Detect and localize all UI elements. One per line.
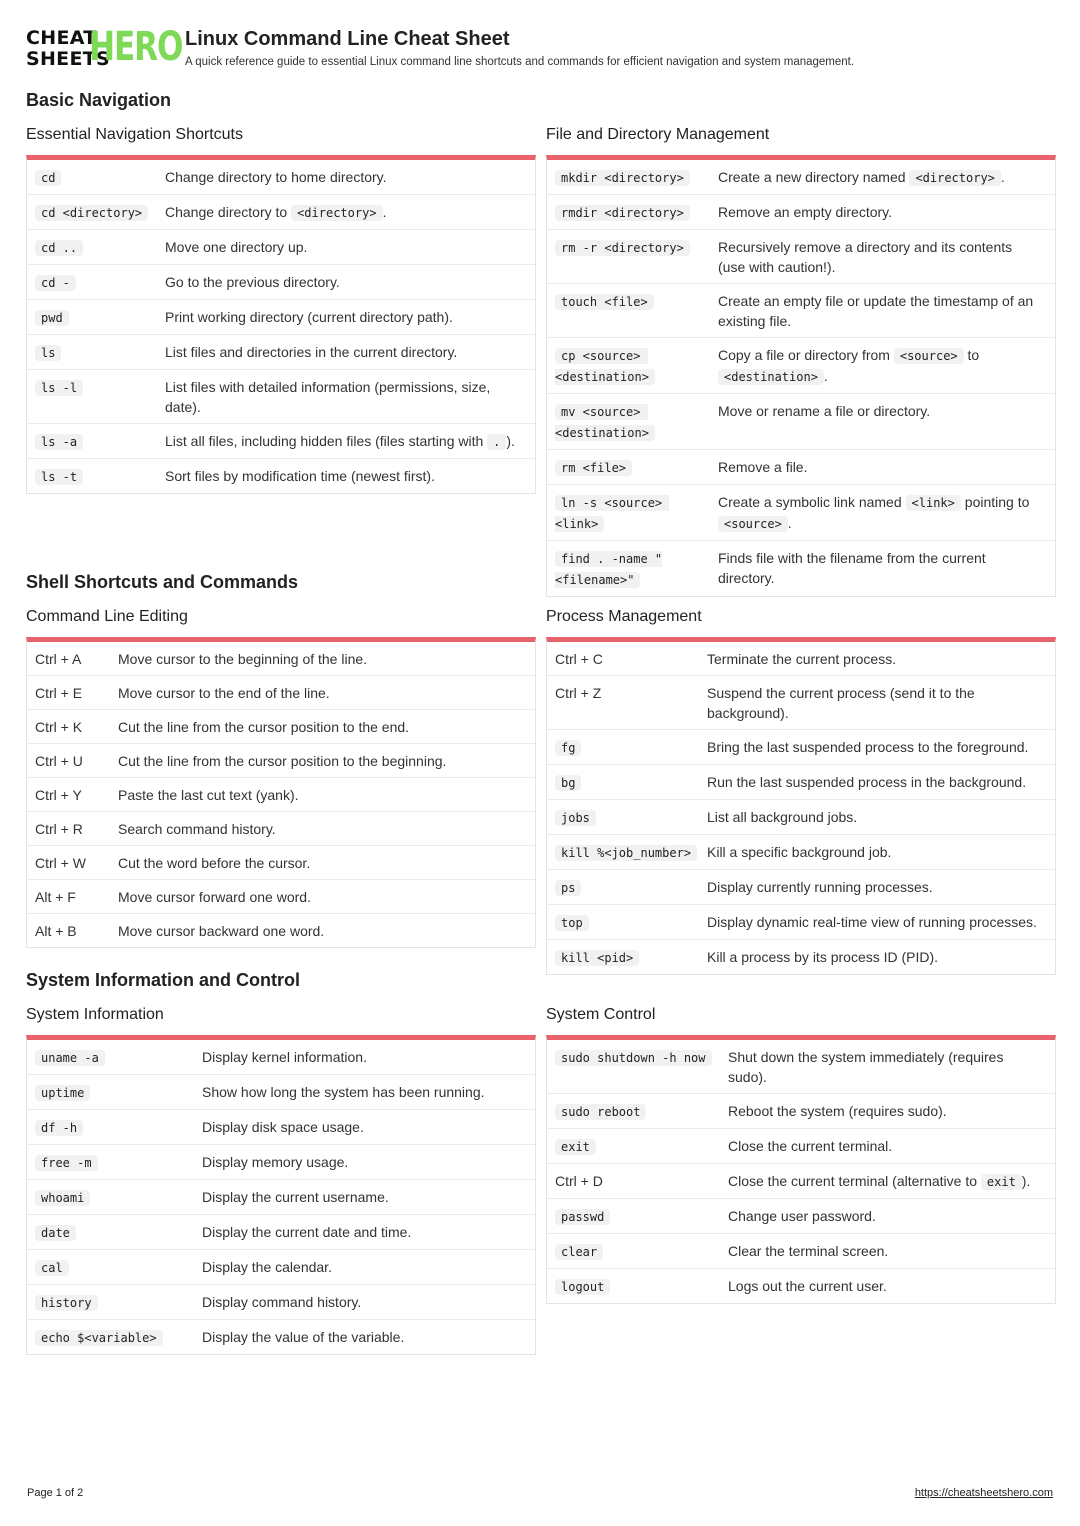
command-key (555, 345, 718, 387)
inline-code: <source> (718, 516, 788, 532)
table-row (27, 1250, 535, 1285)
command-description: Display kernel information. (202, 1049, 367, 1065)
command-code: ls -t (35, 469, 83, 485)
command-code: top (555, 915, 589, 931)
command-key (35, 466, 165, 487)
command-key (555, 401, 718, 443)
card-title-essential-navigation: Essential Navigation Shortcuts (26, 126, 243, 143)
command-key (555, 548, 718, 590)
command-code: kill %<job_number> (555, 845, 697, 861)
command-code: cd <directory> (35, 205, 148, 221)
table-row (547, 765, 1055, 800)
command-description: Move one directory up. (165, 239, 308, 255)
description-text: Change directory to (165, 204, 292, 220)
command-key (555, 737, 707, 758)
table-row (547, 230, 1055, 284)
command-key (35, 1082, 202, 1103)
description-text: ). (1021, 1173, 1031, 1189)
shortcut-text: Ctrl + E (35, 685, 83, 701)
command-code: free -m (35, 1155, 98, 1171)
command-code: clear (555, 1244, 603, 1260)
command-code: df -h (35, 1120, 83, 1136)
command-description: Logs out the current user. (728, 1278, 887, 1294)
command-description: Remove an empty directory. (718, 204, 893, 220)
command-code: touch <file> (555, 294, 654, 310)
table-row (547, 642, 1055, 676)
table-row (27, 880, 535, 914)
command-description (718, 492, 1047, 534)
command-description: Move cursor backward one word. (118, 923, 325, 939)
command-code: ln -s <source> <link> (555, 496, 670, 531)
table-row (547, 870, 1055, 905)
table-row (547, 835, 1055, 870)
command-key (35, 1152, 202, 1173)
command-code: mv <source> <destination> (555, 404, 655, 441)
shortcut-text: Ctrl + R (35, 821, 83, 837)
command-code: rmdir <directory> (555, 205, 690, 221)
command-key (555, 772, 707, 793)
table-row (547, 800, 1055, 835)
description-text: Create a new directory named (718, 169, 910, 185)
table-row (27, 914, 535, 947)
command-code: mkdir <directory> (555, 170, 690, 186)
table-row (27, 265, 535, 300)
table-row (547, 485, 1055, 541)
table-row (547, 1094, 1055, 1129)
shortcut-text: Ctrl + A (35, 651, 82, 667)
table-row (547, 338, 1055, 394)
command-code: cd (35, 170, 61, 186)
command-key (555, 807, 707, 828)
command-description: Change directory to home directory. (165, 169, 387, 185)
command-key (35, 237, 165, 258)
command-description: List files and directories in the current directory. (165, 344, 458, 360)
section-title-shell-shortcuts: Shell Shortcuts and Commands (26, 572, 299, 592)
table-row (27, 846, 535, 880)
command-key (555, 457, 718, 478)
command-description: Create an empty file or update the timestamp of an existing file. (718, 293, 1034, 329)
table-row (547, 450, 1055, 485)
table-row (27, 195, 535, 230)
table-row (547, 1269, 1055, 1303)
description-text: . (1000, 169, 1005, 185)
command-key (555, 842, 707, 863)
command-description: Clear the terminal screen. (728, 1243, 889, 1259)
card-command-line-editing (26, 637, 536, 948)
command-key (555, 683, 707, 723)
description-text: to (963, 347, 980, 363)
command-code: sudo reboot (555, 1104, 646, 1120)
command-key (35, 921, 118, 941)
command-description: Search command history. (118, 821, 276, 837)
command-code: jobs (555, 810, 596, 826)
table-row (547, 1164, 1055, 1199)
table-row (547, 676, 1055, 730)
command-code: whoami (35, 1190, 90, 1206)
command-description: Reboot the system (requires sudo). (728, 1103, 947, 1119)
shortcut-text: Ctrl + C (555, 651, 603, 667)
command-description: Show how long the system has been running. (202, 1084, 485, 1100)
shortcut-text: Ctrl + D (555, 1173, 603, 1189)
table-row (27, 300, 535, 335)
command-description: Go to the previous directory. (165, 274, 340, 290)
command-code: echo $<variable> (35, 1330, 163, 1346)
card-title-system-information: System Information (26, 1006, 164, 1023)
command-code: ls (35, 345, 61, 361)
command-description: Run the last suspended process in the background. (707, 774, 1027, 790)
section-title-basic-navigation: Basic Navigation (26, 90, 172, 110)
command-code: uptime (35, 1085, 90, 1101)
command-description: Move cursor to the beginning of the line. (118, 651, 368, 667)
command-code: ps (555, 880, 581, 896)
inline-code: exit (981, 1174, 1022, 1190)
table-row (547, 1040, 1055, 1094)
command-description: Display the current username. (202, 1189, 389, 1205)
shortcut-text: Alt + B (35, 923, 77, 939)
command-key (35, 377, 165, 417)
card-process-management (546, 637, 1056, 975)
command-code: uname -a (35, 1050, 105, 1066)
command-key (555, 1276, 728, 1297)
command-key (35, 785, 118, 805)
description-text: . (382, 204, 387, 220)
card-title-command-line-editing: Command Line Editing (26, 608, 188, 625)
command-code: history (35, 1295, 98, 1311)
inline-code: <link> (906, 495, 961, 511)
table-row (27, 1215, 535, 1250)
table-row (547, 160, 1055, 195)
description-text: Create a symbolic link named (718, 494, 906, 510)
page-title: Linux Command Line Cheat Sheet (185, 28, 510, 50)
shortcut-text: Ctrl + W (35, 855, 86, 871)
command-key (555, 167, 718, 188)
command-description: Display dynamic real-time view of running processes. (707, 914, 1037, 930)
command-code: bg (555, 775, 581, 791)
table-row (547, 1129, 1055, 1164)
command-code: kill <pid> (555, 950, 639, 966)
card-file-directory-management (546, 155, 1056, 597)
shortcut-text: Ctrl + Z (555, 685, 602, 701)
command-description: Display the current date and time. (202, 1224, 412, 1240)
table-row (27, 710, 535, 744)
command-description: Display command history. (202, 1294, 362, 1310)
shortcut-text: Ctrl + Y (35, 787, 82, 803)
table-row (547, 541, 1055, 596)
command-key (555, 1171, 728, 1192)
description-text: . (823, 368, 828, 384)
inline-code: <directory> (909, 170, 1000, 186)
card-system-control (546, 1035, 1056, 1304)
command-key (35, 431, 165, 452)
command-description: Cut the line from the cursor position to the end. (118, 719, 410, 735)
command-description: List files with detailed information (permissions, size, date). (165, 379, 491, 415)
section-title-system-info-control: System Information and Control (26, 970, 301, 990)
command-key (35, 819, 118, 839)
command-code: date (35, 1225, 76, 1241)
command-key (35, 307, 165, 328)
command-key (35, 1327, 202, 1348)
command-key (555, 1047, 728, 1087)
description-text: ). (506, 433, 515, 449)
table-row (547, 195, 1055, 230)
command-key (555, 1241, 728, 1262)
command-description: Shut down the system immediately (requires sudo). (728, 1049, 1004, 1085)
card-title-process-management: Process Management (546, 608, 702, 625)
command-key (555, 947, 707, 968)
command-key (35, 853, 118, 873)
table-row (547, 940, 1055, 974)
card-system-information (26, 1035, 536, 1355)
shortcut-text: Alt + F (35, 889, 76, 905)
table-row (27, 744, 535, 778)
command-key (35, 1257, 202, 1278)
card-title-system-control: System Control (546, 1006, 656, 1023)
command-key (35, 272, 165, 293)
command-description: Sort files by modification time (newest first). (165, 468, 435, 484)
command-code: rm <file> (555, 460, 632, 476)
inline-code: <source> (894, 348, 964, 364)
command-description: Cut the line from the cursor position to the beginning. (118, 753, 447, 769)
inline-code: <directory> (291, 205, 382, 221)
command-key (35, 1047, 202, 1068)
command-description: Print working directory (current directory path). (165, 309, 453, 325)
table-row (27, 676, 535, 710)
command-description (165, 431, 527, 452)
inline-code: . (487, 434, 506, 450)
command-description: Move cursor to the end of the line. (118, 685, 330, 701)
command-key (35, 1222, 202, 1243)
command-key (555, 1101, 728, 1122)
command-key (35, 167, 165, 188)
command-code: exit (555, 1139, 596, 1155)
command-key (555, 912, 707, 933)
table-row (27, 642, 535, 676)
command-code: fg (555, 740, 581, 756)
command-code: cal (35, 1260, 69, 1276)
command-description (165, 202, 527, 223)
command-description: Move or rename a file or directory. (718, 403, 931, 419)
card-essential-navigation (26, 155, 536, 494)
command-description: Display disk space usage. (202, 1119, 364, 1135)
command-description: Remove a file. (718, 459, 808, 475)
command-key (35, 202, 165, 223)
table-row (27, 335, 535, 370)
command-code: cp <source> <destination> (555, 348, 655, 385)
command-key (35, 887, 118, 907)
command-description: List all background jobs. (707, 809, 858, 825)
table-row (27, 778, 535, 812)
shortcut-text: Ctrl + K (35, 719, 83, 735)
command-description: Display currently running processes. (707, 879, 933, 895)
command-key (35, 683, 118, 703)
table-row (547, 284, 1055, 338)
table-row (547, 1234, 1055, 1269)
command-description (718, 167, 1047, 188)
command-description: Suspend the current process (send it to the background). (707, 685, 975, 721)
command-key (555, 877, 707, 898)
table-row (27, 459, 535, 493)
table-row (27, 160, 535, 195)
logo-accent: HERO (89, 24, 183, 70)
description-text: . (787, 515, 792, 531)
description-text: pointing to (960, 494, 1030, 510)
table-row (27, 1320, 535, 1354)
command-key (35, 649, 118, 669)
command-key (35, 1117, 202, 1138)
shortcut-text: Ctrl + U (35, 753, 83, 769)
command-code: ls -l (35, 380, 83, 396)
command-description: Change user password. (728, 1208, 876, 1224)
command-key (35, 751, 118, 771)
command-description: Bring the last suspended process to the foreground. (707, 739, 1029, 755)
command-description: Kill a specific background job. (707, 844, 892, 860)
table-row (27, 230, 535, 265)
command-code: logout (555, 1279, 610, 1295)
command-key (555, 237, 718, 277)
command-description: Move cursor forward one word. (118, 889, 311, 905)
command-description: Kill a process by its process ID (PID). (707, 949, 939, 965)
command-description: Close the current terminal. (728, 1138, 893, 1154)
description-text: Copy a file or directory from (718, 347, 894, 363)
command-description: Display the calendar. (202, 1259, 332, 1275)
table-row (27, 1145, 535, 1180)
table-row (547, 905, 1055, 940)
command-description: Recursively remove a directory and its contents (use with caution!). (718, 239, 1013, 275)
command-description: Finds file with the filename from the current directory. (718, 550, 986, 586)
command-key (35, 717, 118, 737)
command-code: sudo shutdown -h now (555, 1050, 712, 1066)
command-key (35, 1187, 202, 1208)
table-row (27, 370, 535, 424)
table-row (27, 1040, 535, 1075)
cheatsheetshero-logo[interactable] (26, 24, 183, 70)
command-description (728, 1171, 1047, 1192)
command-key (555, 1206, 728, 1227)
command-code: find . -name "<filename>" (555, 552, 663, 587)
command-code: passwd (555, 1209, 610, 1225)
page-subtitle: A quick reference guide to essential Linux command line shortcuts and commands for efficient navigation and system management. (185, 56, 855, 68)
table-row (27, 812, 535, 846)
command-description: Display memory usage. (202, 1154, 349, 1170)
command-description: Cut the word before the cursor. (118, 855, 311, 871)
command-key (35, 342, 165, 363)
logo-wordmark: CHEAT SHEETS (26, 27, 110, 70)
table-row (547, 730, 1055, 765)
command-description: Display the value of the variable. (202, 1329, 405, 1345)
command-key (555, 202, 718, 223)
table-row (27, 1075, 535, 1110)
command-code: pwd (35, 310, 69, 326)
table-row (547, 394, 1055, 450)
description-text: List all files, including hidden files (files starting with (165, 433, 488, 449)
page-header (26, 24, 1056, 74)
command-key (555, 492, 718, 534)
command-key (555, 1136, 728, 1157)
command-description: Terminate the current process. (707, 651, 897, 667)
command-code: ls -a (35, 434, 83, 450)
command-code: cd - (35, 275, 76, 291)
table-row (27, 1110, 535, 1145)
command-key (555, 291, 718, 331)
inline-code: <destination> (718, 369, 824, 385)
command-code: cd .. (35, 240, 83, 256)
command-code: rm -r <directory> (555, 240, 690, 256)
table-row (27, 1180, 535, 1215)
table-row (27, 1285, 535, 1320)
page-number: Page 1 of 2 (27, 1487, 84, 1499)
description-text: Close the current terminal (alternative to (728, 1173, 981, 1189)
command-key (35, 1292, 202, 1313)
footer-link[interactable]: https://cheatsheetshero.com (914, 1487, 1053, 1499)
command-description (718, 345, 1047, 387)
command-description: Paste the last cut text (yank). (118, 787, 299, 803)
table-row (547, 1199, 1055, 1234)
table-row (27, 424, 535, 459)
command-key (555, 649, 707, 669)
card-title-file-directory-management: File and Directory Management (546, 126, 770, 143)
